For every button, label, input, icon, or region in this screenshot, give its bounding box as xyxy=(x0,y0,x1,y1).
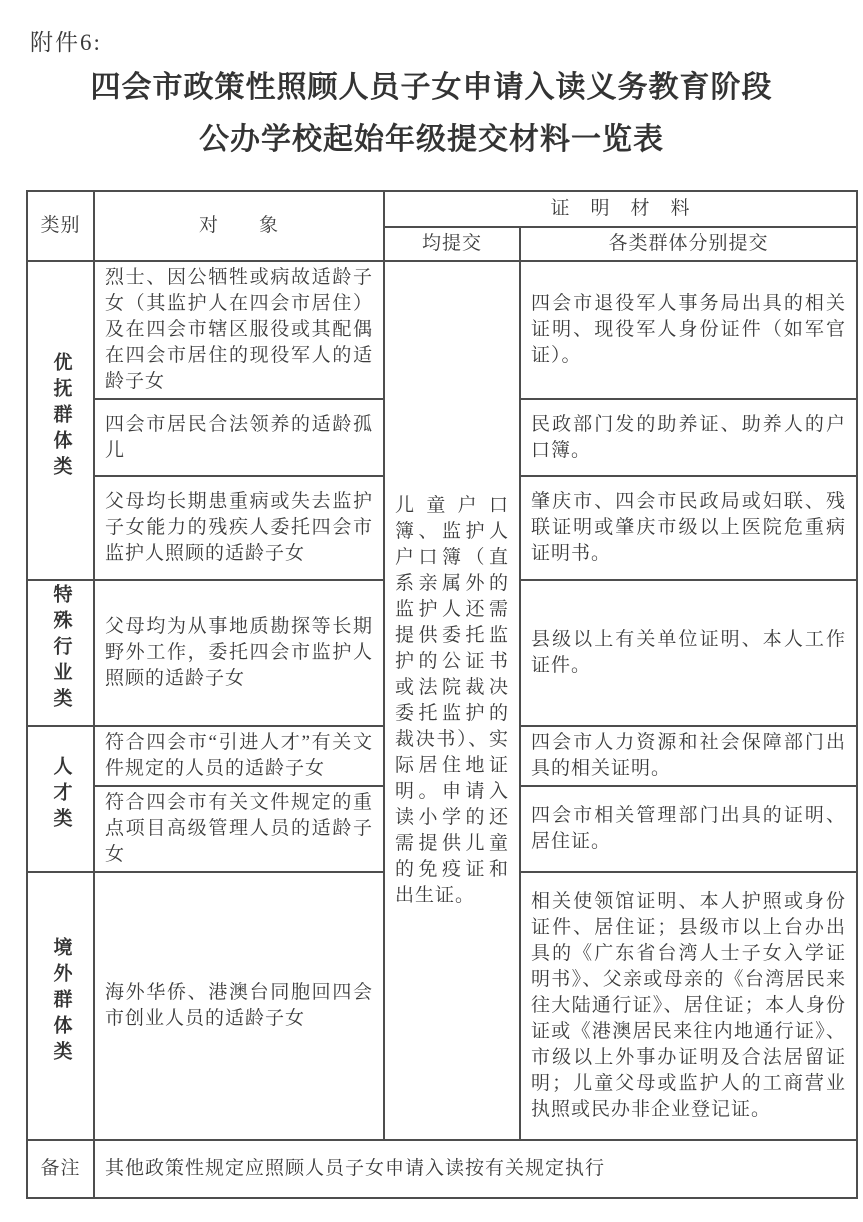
document-title xyxy=(0,62,863,166)
target-cell: 符合四会市“引进人才”有关文件规定的人员的适龄子女 xyxy=(94,726,384,786)
category-cell-preferential xyxy=(27,261,94,580)
group-proof-cell: 县级以上有关单位证明、本人工作证件。 xyxy=(520,580,857,726)
all-submit-cell: 儿童户口簿、监护人户口簿（直系亲属外的监护人还需提供委托监护的公证书或法院裁决委托监护的裁决书）、实际居住地证明。申请入读小学的还需提供儿童的免疫证和出生证。 xyxy=(384,261,520,1140)
group-proof-cell: 四会市相关管理部门出具的证明、居住证。 xyxy=(520,786,857,872)
header-target: 对 象 xyxy=(94,191,384,261)
header-all-submit: 均提交 xyxy=(384,227,520,261)
category-label: 特殊行业类 xyxy=(50,584,72,714)
document-title-line1: 四会市政策性照顾人员子女申请入读义务教育阶段 xyxy=(90,71,773,104)
header-group-submit: 各类群体分别提交 xyxy=(520,227,857,261)
group-proof-cell: 肇庆市、四会市民政局或妇联、残联证明或肇庆市级以上医院危重病证明书。 xyxy=(520,476,857,580)
remark-row xyxy=(27,1140,857,1198)
attachment-label: 附件6: xyxy=(30,30,102,55)
category-cell-overseas xyxy=(27,872,94,1140)
category-label: 优抚群体类 xyxy=(50,351,72,482)
remark-label-cell: 备注 xyxy=(27,1140,94,1198)
group-proof-cell: 相关使领馆证明、本人护照或身份证件、居住证；县级市以上台办出具的《广东省台湾人士子女入学证明书》、父亲或母亲的《台湾居民来往大陆通行证》、居住证；本人身份证或《港澳居民来往内地通行证》、市级以上外事办证明及合法居留证明；儿童父母或监护人的工商营业执照或民办非企业登记证。 xyxy=(520,872,857,1140)
header-proof-materials: 证 明 材 料 xyxy=(384,191,857,227)
target-cell: 四会市居民合法领养的适龄孤儿 xyxy=(94,399,384,476)
group-proof-cell: 民政部门发的助养证、助养人的户口簿。 xyxy=(520,399,857,476)
target-cell: 烈士、因公牺牲或病故适龄子女（其监护人在四会市居住）及在四会市辖区服役或其配偶在四会市居住的现役军人的适龄子女 xyxy=(94,261,384,399)
target-cell: 符合四会市有关文件规定的重点项目高级管理人员的适龄子女 xyxy=(94,786,384,872)
table-row xyxy=(27,261,857,399)
category-label: 人才类 xyxy=(50,756,72,834)
materials-table xyxy=(26,190,858,1199)
header-category: 类别 xyxy=(27,191,94,261)
category-cell-talent xyxy=(27,726,94,872)
document-title-line2: 公办学校起始年级提交材料一览表 xyxy=(199,123,664,156)
remark-text-cell: 其他政策性规定应照顾人员子女申请入读按有关规定执行 xyxy=(94,1140,857,1198)
target-cell: 海外华侨、港澳台同胞回四会市创业人员的适龄子女 xyxy=(94,872,384,1140)
target-cell: 父母均长期患重病或失去监护子女能力的残疾人委托四会市监护人照顾的适龄子女 xyxy=(94,476,384,580)
category-cell-special-industry xyxy=(27,580,94,726)
group-proof-cell: 四会市人力资源和社会保障部门出具的相关证明。 xyxy=(520,726,857,786)
target-cell: 父母均为从事地质勘探等长期野外工作，委托四会市监护人照顾的适龄子女 xyxy=(94,580,384,726)
group-proof-cell: 四会市退役军人事务局出具的相关证明、现役军人身份证件（如军官证）。 xyxy=(520,261,857,399)
category-label: 境外群体类 xyxy=(50,937,72,1067)
